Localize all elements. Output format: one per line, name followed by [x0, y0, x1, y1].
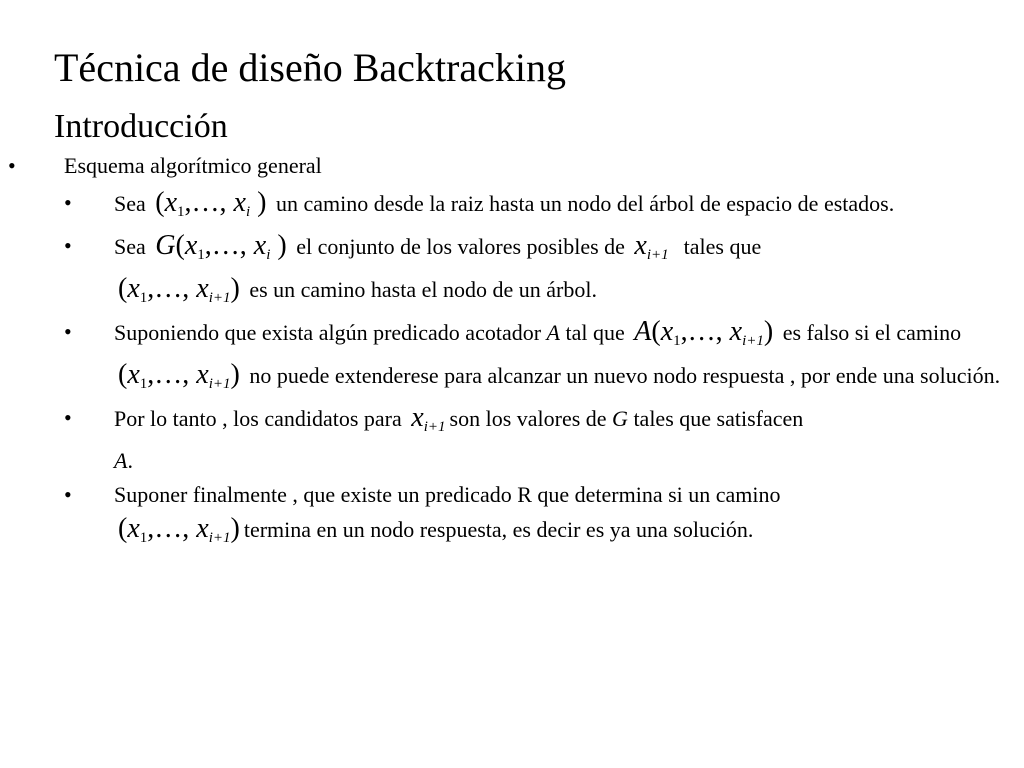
item-text: es un camino hasta el nodo de un árbol. — [249, 277, 597, 302]
item-text: tales que satisfacen — [633, 406, 804, 431]
item-text: termina en un nodo respuesta, es decir es ya una solución. — [243, 517, 754, 542]
item-text: Suponiendo que exista algún predicado acotador — [114, 320, 542, 345]
path-formula: ($x_1,\dots$, $x_{i+1}$) — [118, 513, 240, 546]
slide-subtitle: Introducción — [54, 108, 228, 145]
bullet-dot: • — [64, 405, 72, 430]
list-item-5 — [58, 478, 1018, 555]
path-formula: ($x_1,\dots$, $x_{i+1}$) — [118, 359, 240, 392]
item-text: Por lo tanto , los candidatos para — [114, 406, 402, 431]
path-formula: ($x_1,\dots$, $x_{i+1}$) — [118, 273, 240, 306]
italic-var: G — [612, 406, 628, 431]
bullet-list — [58, 186, 1018, 555]
item-text: Suponer finalmente , que existe un predicado R que determina si un camino — [114, 482, 781, 507]
item-text: el conjunto de los valores posibles de — [296, 234, 625, 259]
item-text: son los valores de — [449, 406, 607, 431]
g-formula: $G(x_1,\dots$, $x_i$ ) — [155, 230, 287, 263]
bullet-dot: • — [64, 482, 72, 507]
bullet-dot: • — [64, 190, 72, 215]
main-bullet-text: Esquema algorítmico general — [64, 153, 322, 178]
item-text: un camino desde la raiz hasta un nodo del árbol de espacio de estados. — [275, 191, 895, 216]
bullet-dot: • — [8, 153, 16, 178]
list-item-2 — [58, 229, 1018, 315]
bullet-dot: • — [64, 319, 72, 344]
next-var-formula: $x_{i+1}$ — [634, 230, 669, 263]
bullet-dot: • — [64, 233, 72, 258]
item-text: es falso si el camino — [782, 320, 962, 345]
list-item-4 — [58, 401, 1018, 478]
path-formula: ($x_1,\dots$, $x_i$ ) — [155, 187, 267, 220]
next-var-formula: $x_{i+1}$ — [411, 402, 446, 435]
slide-title: Técnica de diseño Backtracking — [54, 45, 566, 90]
list-item-3 — [58, 315, 1018, 401]
italic-var: A — [114, 448, 128, 473]
a-formula: $A(x_1,\dots$, $x_{i+1}$) — [634, 316, 774, 349]
item-text: tales que — [683, 234, 762, 259]
item-text: Sea — [114, 191, 146, 216]
item-text: tal que — [565, 320, 625, 345]
italic-var: A — [546, 320, 560, 345]
item-text: Sea — [114, 234, 146, 259]
item-text: no puede extenderese para alcanzar un nuevo nodo respuesta , por ende una solución. — [249, 363, 1001, 388]
item-text: . — [127, 448, 133, 473]
list-item-1 — [58, 186, 1018, 229]
